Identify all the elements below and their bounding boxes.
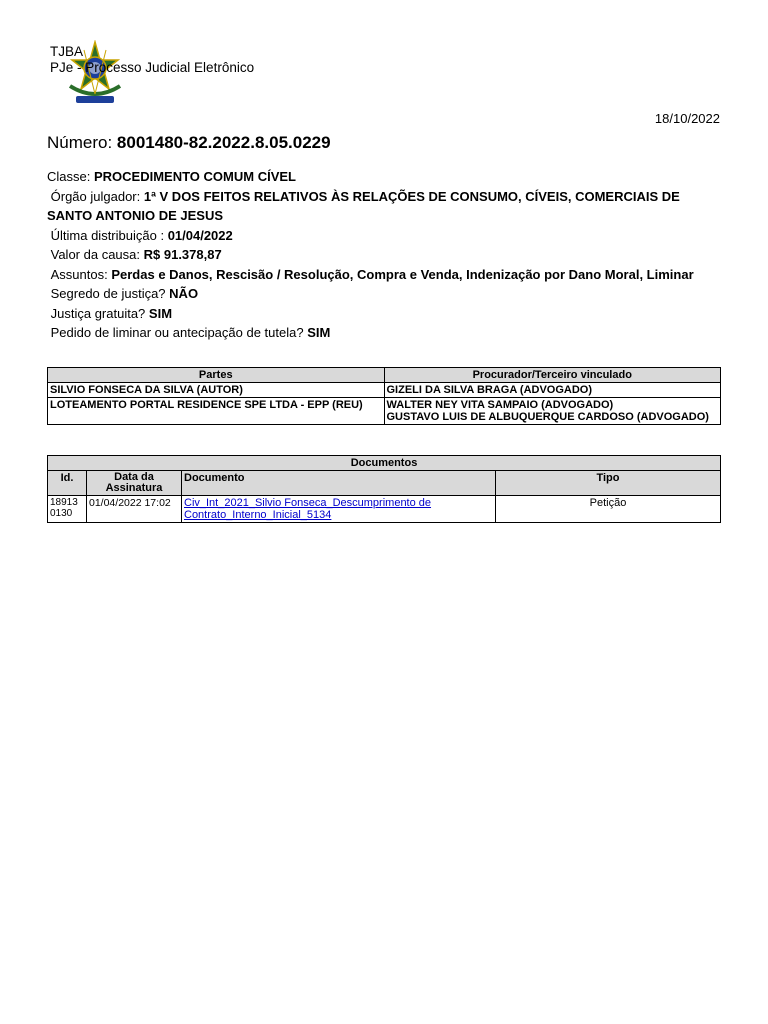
valor-value: R$ 91.378,87 — [143, 247, 222, 262]
segredo-value: NÃO — [169, 286, 199, 301]
valor-row: Valor da causa: R$ 91.378,87 — [50, 247, 222, 262]
court-name: TJBA — [50, 44, 84, 59]
doc-id-cell: 18913 0130 — [48, 496, 87, 523]
system-name: PJe - Processo Judicial Eletrônico — [50, 60, 255, 75]
documento-header: Documento — [182, 471, 496, 496]
doc-date-cell: 01/04/2022 17:02 — [87, 496, 182, 523]
liminar-value: SIM — [307, 325, 331, 340]
document-link[interactable]: Civ_Int_2021_Silvio Fonseca_Descumprimento de Contrato_Interno_Inicial_5134 — [184, 497, 432, 521]
process-number-label: Número: — [47, 133, 113, 152]
distribuicao-row: Última distribuição : 01/04/2022 — [50, 227, 233, 243]
distribuicao-value: 01/04/2022 — [167, 227, 233, 243]
partes-header: Partes — [48, 368, 385, 383]
process-info — [47, 167, 727, 343]
documentos-table — [47, 455, 721, 523]
data-header: Data da Assinatura — [87, 471, 182, 496]
table-row — [48, 496, 721, 523]
orgao-row: Órgão julgador: 1ª V DOS FEITOS RELATIVOS ÀS RELAÇÕES DE CONSUMO, CÍVEIS, COMERCIAIS DE SANTO ANTONIO DE JESUS — [47, 188, 680, 223]
classe-row: Classe: PROCEDIMENTO COMUM CÍVEL — [47, 169, 296, 184]
classe-value: PROCEDIMENTO COMUM CÍVEL — [93, 169, 296, 184]
process-number-value: 8001480-82.2022.8.05.0229 — [116, 133, 331, 152]
liminar-row: Pedido de liminar ou antecipação de tutela? SIM — [50, 325, 331, 340]
procurador-header: Procurador/Terceiro vinculado — [384, 368, 721, 383]
orgao-value: 1ª V DOS FEITOS RELATIVOS ÀS RELAÇÕES DE CONSUMO, CÍVEIS, COMERCIAIS DE SANTO ANTONIO DE JESUS — [47, 188, 680, 223]
parte-cell: SILVIO FONSECA DA SILVA (AUTOR) — [48, 383, 385, 398]
doc-type-cell: Petição — [496, 496, 721, 523]
partes-table — [47, 367, 721, 425]
table-row — [48, 383, 721, 398]
doc-link-cell — [182, 496, 496, 523]
assuntos-row: Assuntos: Perdas e Danos, Rescisão / Resolução, Compra e Venda, Indenização por Dano Moral, Liminar — [50, 266, 694, 282]
id-header: Id. — [48, 471, 87, 496]
procurador-cell: WALTER NEY VITA SAMPAIO (ADVOGADO) GUSTAVO LUIS DE ALBUQUERQUE CARDOSO (ADVOGADO) — [384, 398, 721, 425]
process-number — [47, 133, 331, 153]
tipo-header: Tipo — [496, 471, 721, 496]
assuntos-value: Perdas e Danos, Rescisão / Resolução, Compra e Venda, Indenização por Dano Moral, Liminar — [111, 266, 694, 282]
procurador-cell: GIZELI DA SILVA BRAGA (ADVOGADO) — [384, 383, 721, 398]
gratuita-value: SIM — [148, 305, 173, 321]
gratuita-row: Justiça gratuita? SIM — [50, 305, 173, 321]
documentos-title: Documentos — [48, 456, 721, 471]
table-row — [48, 398, 721, 425]
document-date: 18/10/2022 — [654, 111, 720, 126]
segredo-row: Segredo de justiça? NÃO — [50, 286, 199, 301]
parte-cell: LOTEAMENTO PORTAL RESIDENCE SPE LTDA - EPP (REU) — [48, 398, 385, 425]
